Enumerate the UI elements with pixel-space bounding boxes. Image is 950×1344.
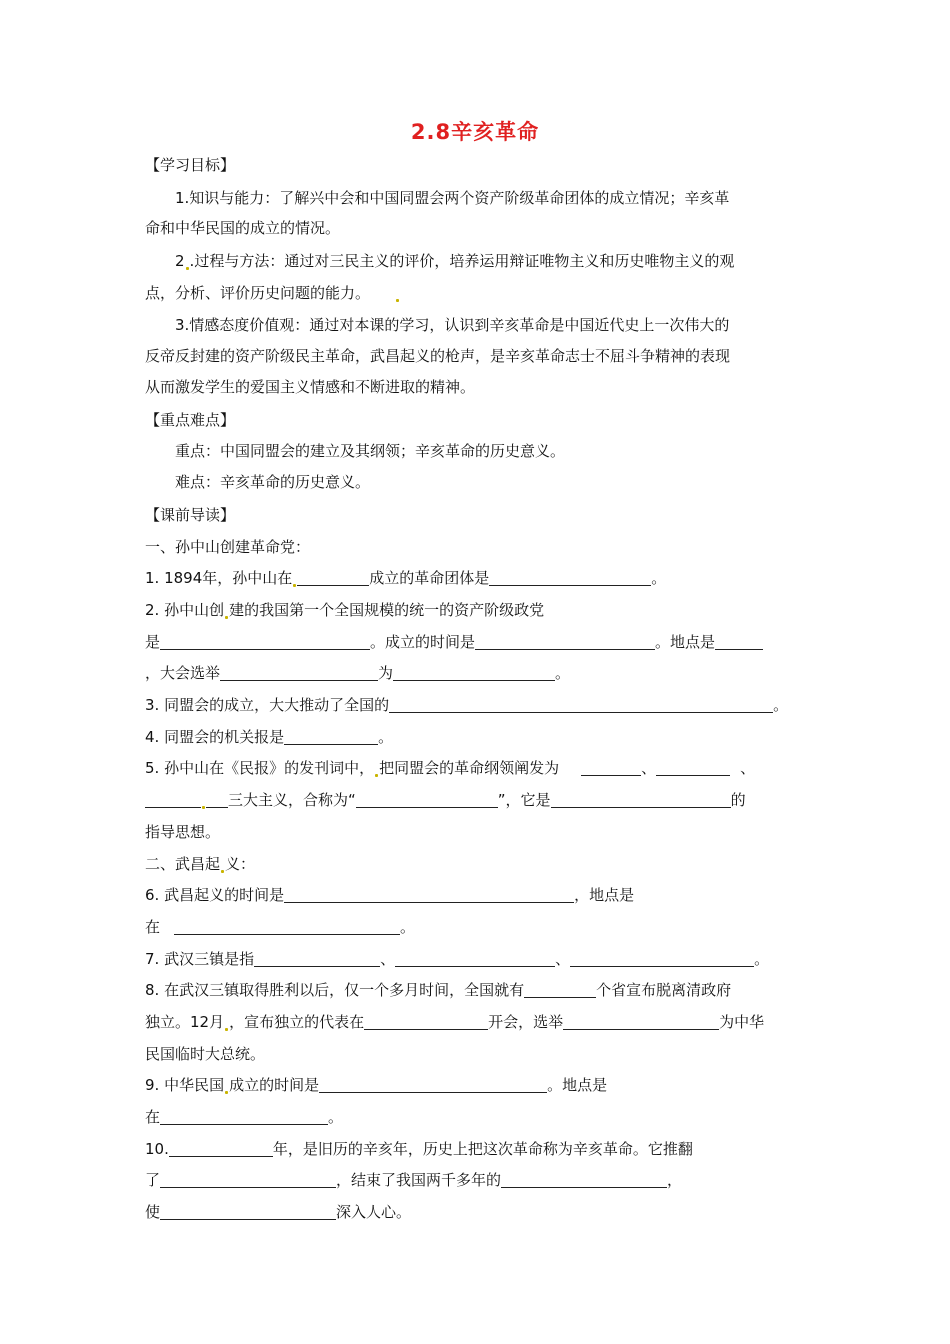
question-text: ，宣布独立的代表在 — [229, 1013, 365, 1031]
section-2-heading — [145, 854, 255, 874]
question-text: 在 — [145, 1108, 161, 1126]
question-2-line-2 — [145, 632, 763, 652]
question-6 — [145, 885, 634, 905]
question-text: 2. 孙中山创 — [145, 601, 225, 619]
question-3 — [145, 695, 788, 715]
question-text: 。 — [651, 569, 667, 587]
question-text: 成立的革命团体是 — [369, 569, 490, 587]
mark-dot — [225, 1091, 228, 1094]
question-7 — [145, 949, 769, 969]
answer-blank[interactable] — [206, 791, 228, 808]
question-9-line-2 — [145, 1107, 343, 1127]
answer-blank[interactable] — [581, 759, 641, 776]
objective-3-line-2: 反帝反封建的资产阶级民主革命，武昌起义的枪声，是辛亥革命志士不屈斗争精神的表现 — [145, 347, 731, 365]
answer-blank[interactable] — [563, 1013, 719, 1030]
question-2-line-3 — [145, 663, 570, 683]
answer-blank[interactable] — [551, 791, 731, 808]
mark-dot — [202, 806, 205, 809]
section-1-heading: 一、孙中山创建革命党： — [145, 538, 311, 556]
question-text: 深入人心。 — [336, 1203, 412, 1221]
question-text: 三大主义，合称为“ — [228, 791, 356, 809]
question-2 — [145, 600, 544, 620]
question-5 — [145, 758, 755, 778]
answer-blank[interactable] — [220, 664, 378, 681]
question-text: 在 — [145, 918, 161, 936]
question-10-line-2 — [145, 1170, 682, 1190]
question-text: 。 — [773, 696, 789, 714]
mark-dot — [225, 616, 228, 619]
question-8-line-2 — [145, 1012, 764, 1032]
objective-2-text: .过程与方法：通过对三民主义的评价，培养运用辩证唯物主义和历史唯物主义的观 — [189, 252, 735, 270]
mark-dot — [375, 774, 378, 777]
question-text: 、 — [555, 950, 571, 968]
question-text: 义： — [225, 855, 256, 873]
preview-header: 【课前导读】 — [145, 506, 236, 524]
question-text: ，结束了我国两千多年的 — [336, 1171, 502, 1189]
question-text: ， — [667, 1171, 683, 1189]
objective-2-number: 2 — [175, 252, 185, 270]
question-text: 的 — [730, 791, 746, 809]
mark-dot — [396, 299, 399, 302]
page-title: 2.8辛亥革命 — [410, 120, 540, 144]
answer-blank[interactable] — [364, 1013, 488, 1030]
answer-blank[interactable] — [145, 791, 201, 808]
question-text: ，大会选举 — [145, 664, 221, 682]
answer-blank[interactable] — [160, 633, 370, 650]
question-text: 10. — [145, 1140, 169, 1158]
answer-blank[interactable] — [389, 696, 773, 713]
question-5-line-2 — [145, 790, 746, 810]
answer-blank[interactable] — [284, 728, 378, 745]
question-text: 5. 孙中山在《民报》的发刊词中， — [145, 759, 375, 777]
answer-blank[interactable] — [160, 1171, 336, 1188]
answer-blank[interactable] — [395, 950, 555, 967]
question-text: 4. 同盟会的机关报是 — [145, 728, 285, 746]
answer-blank[interactable] — [169, 1140, 273, 1157]
question-6-line-2 — [145, 917, 415, 937]
question-8-line-3: 民国临时大总统。 — [145, 1045, 266, 1063]
question-text: 。 — [754, 950, 770, 968]
objective-3-line-1: 3.情感态度价值观：通过对本课的学习，认识到辛亥革命是中国近代史上一次伟大的 — [175, 316, 730, 334]
question-text: 了 — [145, 1171, 161, 1189]
question-text: 。成立的时间是 — [370, 633, 476, 651]
question-text: 成立的时间是 — [229, 1076, 320, 1094]
question-text: 、 — [740, 759, 756, 777]
answer-blank[interactable] — [715, 633, 763, 650]
question-text: 。 — [400, 918, 416, 936]
question-text: 独立。12月 — [145, 1013, 225, 1031]
objective-2-line-2 — [145, 283, 400, 303]
objective-2-line-1 — [175, 251, 734, 271]
question-text: 1. 1894年，孙中山在 — [145, 569, 293, 587]
question-text: 为中华 — [719, 1013, 765, 1031]
key-point: 重点：中国同盟会的建立及其纲领；辛亥革命的历史意义。 — [175, 442, 566, 460]
question-text: 7. 武汉三镇是指 — [145, 950, 255, 968]
answer-blank[interactable] — [319, 1076, 547, 1093]
objective-1-line-1: 1.知识与能力：了解兴中会和中国同盟会两个资产阶级革命团体的成立情况；辛亥革 — [175, 189, 730, 207]
question-5-line-3: 指导思想。 — [145, 823, 221, 841]
answer-blank[interactable] — [524, 981, 596, 998]
mark-dot — [186, 267, 189, 270]
answer-blank[interactable] — [489, 569, 651, 586]
objectives-header: 【学习目标】 — [145, 156, 236, 174]
answer-blank[interactable] — [475, 633, 655, 650]
question-text: 为 — [378, 664, 394, 682]
answer-blank[interactable] — [570, 950, 754, 967]
answer-blank[interactable] — [393, 664, 555, 681]
answer-blank[interactable] — [160, 1108, 328, 1125]
question-text: 使 — [145, 1203, 161, 1221]
keypoints-header: 【重点难点】 — [145, 411, 236, 429]
question-text: 3. 同盟会的成立，大大推动了全国的 — [145, 696, 390, 714]
question-text: 9. 中华民国 — [145, 1076, 225, 1094]
question-text: 是 — [145, 633, 161, 651]
mark-dot — [225, 1028, 228, 1031]
question-text: 开会，选举 — [488, 1013, 564, 1031]
question-text: 。 — [555, 664, 571, 682]
question-text: 6. 武昌起义的时间是 — [145, 886, 285, 904]
answer-blank[interactable] — [297, 569, 369, 586]
mark-dot — [293, 584, 296, 587]
question-text: 、 — [641, 759, 657, 777]
answer-blank[interactable] — [501, 1171, 667, 1188]
question-text: ”，它是 — [497, 791, 551, 809]
question-9 — [145, 1075, 607, 1095]
objective-1-line-2: 命和中华民国的成立的情况。 — [145, 219, 341, 237]
question-text: ，地点是 — [574, 886, 635, 904]
question-text: 、 — [380, 950, 396, 968]
question-text: 把同盟会的革命纲领阐发为 — [379, 759, 560, 777]
question-4 — [145, 727, 393, 747]
difficult-point: 难点：辛亥革命的历史意义。 — [175, 473, 371, 491]
question-text: 年，是旧历的辛亥年，历史上把这次革命称为辛亥革命。它推翻 — [272, 1140, 693, 1158]
question-text: 8. 在武汉三镇取得胜利以后，仅一个多月时间，全国就有 — [145, 981, 525, 999]
question-text: 建的我国第一个全国规模的统一的资产阶级政党 — [229, 601, 545, 619]
question-text: 个省宣布脱离清政府 — [596, 981, 732, 999]
question-text: 。地点是 — [655, 633, 716, 651]
answer-blank[interactable] — [254, 950, 380, 967]
question-1 — [145, 568, 666, 588]
answer-blank[interactable] — [656, 759, 730, 776]
question-text: 。 — [378, 728, 394, 746]
objective-3-line-3: 从而激发学生的爱国主义情感和不断进取的精神。 — [145, 378, 476, 396]
objective-2-text-2: 点，分析、评价历史问题的能力。 — [145, 284, 371, 302]
question-8 — [145, 980, 731, 1000]
question-text: 二、武昌起 — [145, 855, 221, 873]
answer-blank[interactable] — [356, 791, 498, 808]
question-text: 。地点是 — [547, 1076, 608, 1094]
question-text: 。 — [328, 1108, 344, 1126]
mark-dot — [221, 870, 224, 873]
question-10-line-3 — [145, 1202, 411, 1222]
answer-blank[interactable] — [284, 886, 574, 903]
answer-blank[interactable] — [160, 1203, 336, 1220]
answer-blank[interactable] — [174, 918, 400, 935]
question-10 — [145, 1139, 693, 1159]
